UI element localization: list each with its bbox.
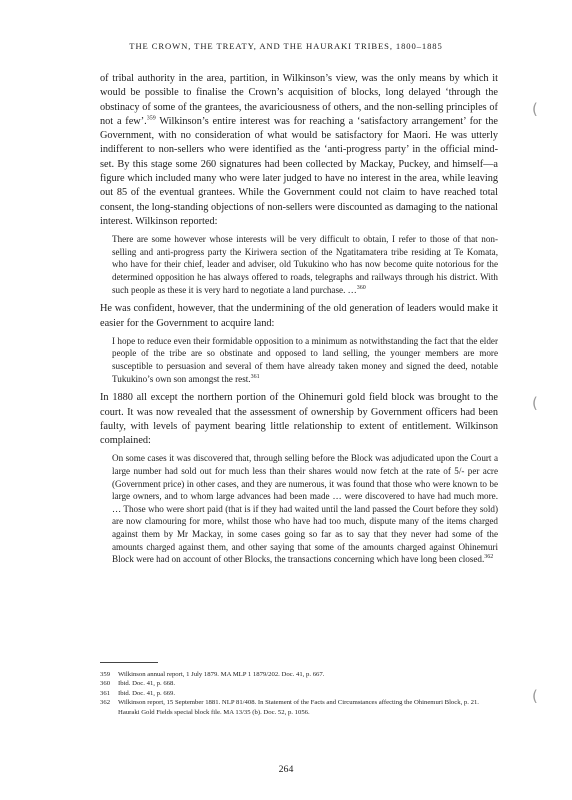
footnote-text: Ibid. Doc. 41, p. 668. xyxy=(118,680,176,688)
margin-bracket-mark: ( xyxy=(532,100,538,118)
quote-text: There are some however whose interests will be very difficult to obtain, I refer to those of that non-selling and anti-progress party the Kiriwera section of the Ngatitamatera tribe residing at Te Komata, who have for their chief, leader and adviser, old Tukukino who has now become quite notorious for the determined opposition he has always offered to roads, telegraphs and railways through his district. With such people as these it is very hard to negotiate a land purchase. … xyxy=(112,234,498,295)
footnote-item xyxy=(100,689,498,698)
running-header: THE CROWN, THE TREATY, AND THE HAURAKI TRIBES, 1800–1885 xyxy=(129,41,443,51)
footnote-text: Ibid. Doc. 41, p. 669. xyxy=(118,689,176,697)
page-body xyxy=(100,72,498,572)
quote-text: On some cases it was discovered that, through selling before the Block was adjudicated upon the Court a large number had sold out for much less than their shares would now fetch at the rate of 5/- per acre (Government price) in other cases, and they are numerous, it was found that those who were known to be large owners, and to whom large advances had been made … were discovered to have had much more. … Those who were short paid (that is if they had waited until the land passed the Court before they sold) are now clamouring for more, whilst those who have had too much, dispute many of the items charged against them by Mr Mackay, in some cases going so far as to say that they never had some of the amounts charged against them, and other saying that some of the amounts charged against Ohinemuri Block were had on account of other Blocks, the transactions concerning which have long been closed. xyxy=(112,453,498,565)
footnote-divider xyxy=(100,662,158,663)
footnote-item xyxy=(100,698,498,717)
block-quote xyxy=(112,233,498,296)
margin-bracket-mark: ( xyxy=(532,394,538,412)
footnote-ref[interactable]: 361 xyxy=(250,373,260,380)
footnote-number: 362 xyxy=(100,699,111,707)
footnote-ref[interactable]: 360 xyxy=(356,284,366,291)
footnote-item xyxy=(100,679,498,688)
footnote-item xyxy=(100,670,498,679)
footnote-text: Wilkinson report, 15 September 1881. NLP 81/408. In Statement of the Facts and Circumstances affecting the Ohinemuri Block, p. 21. Hauraki Gold Fields special block file. MA 13/35 (b). Doc. 52, p. 1056. xyxy=(118,699,479,716)
paragraph-text: He was confident, however, that the undermining of the old generation of leaders would make it easier for the Government to acquire land: xyxy=(100,303,498,329)
footnote-number: 359 xyxy=(100,671,111,678)
paragraph-text: In 1880 all except the northern portion of the Ohinemuri gold field block was brought to the court. It was now revealed that the assessment of ownership by Government officers had been faulty, with levels of payment bearing little relationship to extent of entitlement. Wilkinson complained: xyxy=(100,392,498,447)
paragraph-text: Wilkinson’s entire interest was for reaching a ‘satisfactory arrangement’ for the Government, with no consideration of what would be satisfactory for Maori. He was utterly indifferent to non-sellers who were identified as the ‘anti-progress party’ in the official mind-set. By this stage some 260 signatures had been collected by Mackay, Puckey, and himself—a figure which included many who were later judged to have no interest in the area, while leaving out 85 of the eventual grantees. While the Government could not claim to have reached total consent, the long-standing objections of non-sellers were discounted as damaging to the national interest. Wilkinson reported: xyxy=(100,115,498,227)
block-quote xyxy=(112,452,498,565)
quote-text: I hope to reduce even their formidable opposition to a minimum as notwithstanding the fact that the elder people of the tribe are so obstinate and opposed to land selling, the younger members are more susceptible to persuasion and several of them have already taken money and signed the deed, notable Tukukino’s own son amongst the rest. xyxy=(112,335,498,384)
footnote-ref[interactable]: 359 xyxy=(146,115,156,122)
page-number: 264 xyxy=(278,764,294,775)
footnote-ref[interactable]: 362 xyxy=(484,554,494,561)
block-quote xyxy=(112,335,498,385)
footnotes xyxy=(100,670,498,717)
paragraph-text: of tribal authority in the area, partition, in Wilkinson’s view, was the only means by which it would be possible to finalise the Crown’s acquisition of blocks, long delayed ‘through the obstinacy of some of the grantees, the avariciousness of others, and the non-selling principles of not a few’. xyxy=(100,73,498,127)
footnote-text: Wilkinson annual report, 1 July 1879. MA MLP 1 1879/202. Doc. 41, p. 667. xyxy=(118,671,325,678)
body-paragraph xyxy=(100,391,498,448)
footnote-number: 361 xyxy=(100,689,111,697)
footnote-number: 360 xyxy=(100,680,111,688)
margin-bracket-mark: ( xyxy=(532,687,538,705)
body-paragraph xyxy=(100,72,498,229)
body-paragraph xyxy=(100,302,498,331)
